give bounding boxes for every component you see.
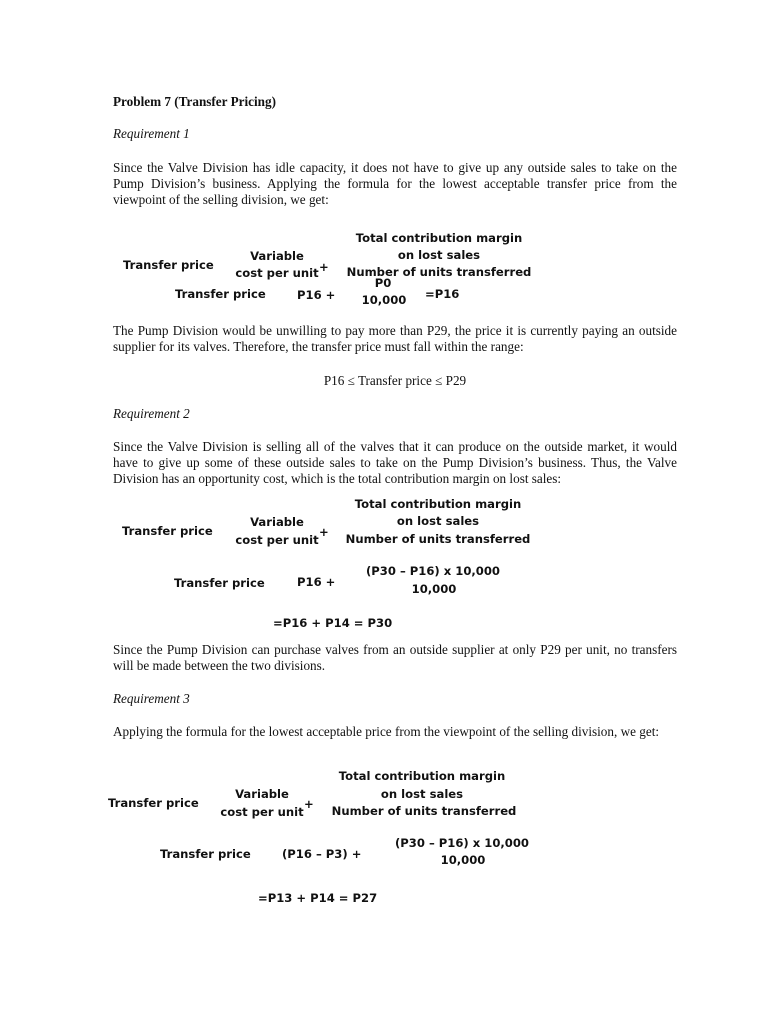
requirement-3-paragraph-1: Applying the formula for the lowest acceptable price from the viewpoint of the selling division, we get: [113,724,660,739]
formula-total-contribution-margin: Total contribution margin [338,769,506,783]
page-title: Problem 7 (Transfer Pricing) [113,94,276,109]
formula-total-contribution-margin: Total contribution margin [354,497,522,511]
formula-transfer-price-label: Transfer price [123,258,214,272]
requirement-3-heading: Requirement 3 [113,691,190,706]
calc-denominator: 10,000 [411,582,457,596]
requirement-1-paragraph-1: Since the Valve Division has idle capacity, it does not have to give up any outside sales to take on the Pump Division’s business. Applying the formula for the lowest acceptable transfer price from the viewpoint of the selling division, we get: [113,160,677,207]
calc-numerator: P0 [374,276,392,290]
formula-cost-per-unit-label: cost per unit [220,805,304,819]
calc-denominator: 10,000 [361,293,407,307]
calc-denominator: 10,000 [440,853,486,867]
formula-cost-per-unit-label: cost per unit [235,533,319,547]
formula-variable-label: Variable [250,249,304,263]
calc-variable-cost-value: P16 + [297,575,336,589]
transfer-price-range: P16 ≤ Transfer price ≤ P29 [323,373,467,388]
formula-transfer-price-label: Transfer price [108,796,199,810]
calc-transfer-price-label: Transfer price [160,847,251,861]
formula-on-lost-sales: on lost sales [380,787,464,801]
formula-units-transferred: Number of units transferred [345,532,531,546]
formula-units-transferred: Number of units transferred [331,804,517,818]
requirement-2-paragraph-1: Since the Valve Division is selling all of the valves that it can produce on the outside market, it would have to give up some of these outside sales to take on the Pump Division’s business. Thus, the Valve Division has an opportunity cost, which is the total contribution margin on lost sales: [113,439,677,486]
formula-total-contribution-margin: Total contribution margin [355,231,523,245]
requirement-2-paragraph-2: Since the Pump Division can purchase valves from an outside supplier at only P29 per unit, no transfers will be made between the two divisions. [113,642,677,673]
formula-variable-label: Variable [250,515,304,529]
calc-transfer-price-label: Transfer price [174,576,265,590]
formula-on-lost-sales: on lost sales [397,248,481,262]
requirement-1-paragraph-2: The Pump Division would be unwilling to pay more than P29, the price it is currently paying an outside supplier for its valves. Therefore, the transfer price must fall within the range: [113,323,677,354]
calc-variable-cost-value: (P16 – P3) + [282,847,362,861]
formula-plus-sign: + [319,525,329,539]
formula-transfer-price-label: Transfer price [122,524,213,538]
calc-transfer-price-label: Transfer price [175,287,266,301]
formula-cost-per-unit-label: cost per unit [235,266,319,280]
calc-result: =P16 + P14 = P30 [273,616,393,630]
requirement-1-heading: Requirement 1 [113,126,190,141]
formula-plus-sign: + [304,797,314,811]
calc-numerator: (P30 – P16) x 10,000 [365,564,501,578]
calc-variable-cost-value: P16 + [297,288,336,302]
formula-units-transferred: Number of units transferred [346,265,532,279]
formula-on-lost-sales: on lost sales [396,514,480,528]
calc-result: =P16 [425,287,460,301]
requirement-2-heading: Requirement 2 [113,406,190,421]
calc-numerator: (P30 – P16) x 10,000 [394,836,530,850]
formula-variable-label: Variable [235,787,289,801]
formula-plus-sign: + [319,260,329,274]
calc-result: =P13 + P14 = P27 [258,891,378,905]
